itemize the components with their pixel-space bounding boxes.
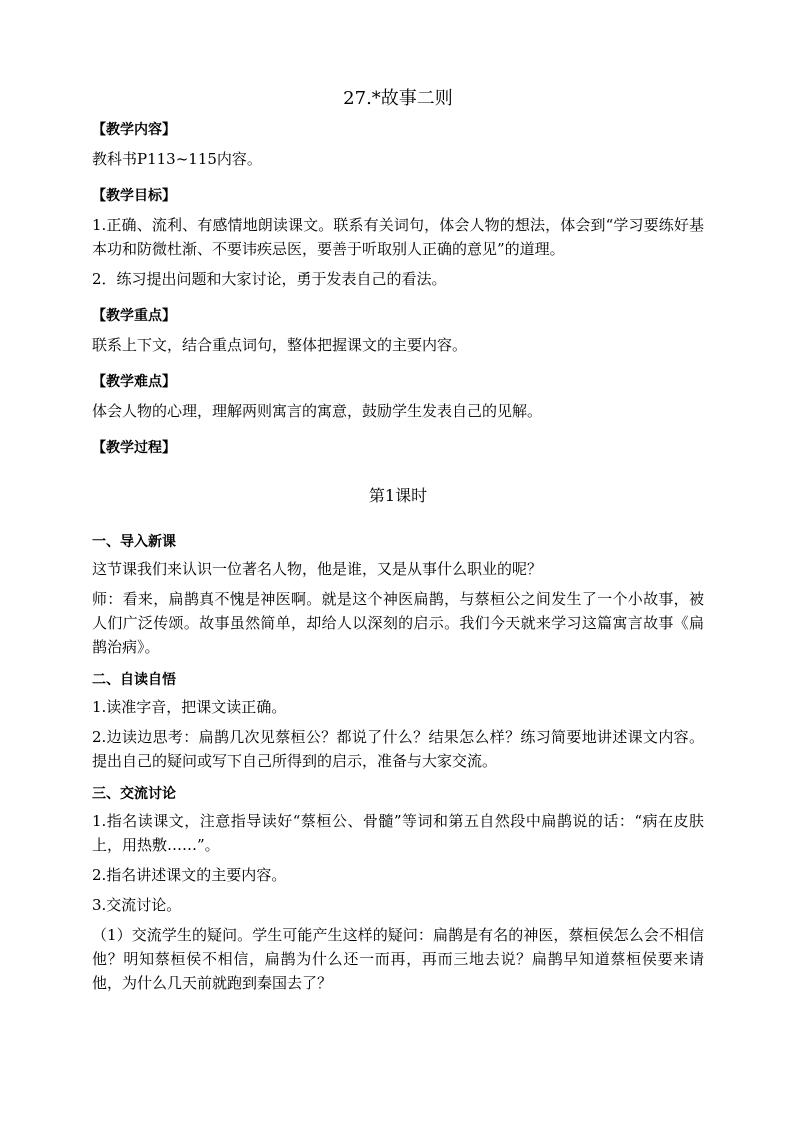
document-page xyxy=(92,85,704,1001)
section-selfread-p1: 1.读准字音，把课文读正确。 xyxy=(92,698,287,716)
teaching-content-text: 教科书P113~115内容。 xyxy=(92,150,262,168)
section-selfread-head: 二、自读自悟 xyxy=(92,672,176,688)
document-title: 27.*故事二则 xyxy=(343,88,453,109)
section-discussion-head: 三、交流讨论 xyxy=(92,786,176,802)
section-discussion-p1: 1.指名读课文，注意指导读好“蔡桓公、骨髓”等词和第五自然段中扁鹊说的话：“病在皮肤上，用热敷……”。 xyxy=(92,812,704,854)
section-selfread-p2: 2.边读边思考：扁鹊几次见蔡桓公？都说了什么？结果怎么样？练习简要地讲述课文内容。提出自己的疑问或写下自己所得到的启示，准备与大家交流。 xyxy=(92,728,704,770)
goal-1: 1.正确、流利、有感情地朗读课文。联系有关词句，体会人物的想法，体会到“学习要练好基本功和防微杜渐、不要讳疾忌医，要善于听取别人正确的意见”的道理。 xyxy=(92,216,704,258)
key-points-text: 联系上下文，结合重点词句，整体把握课文的主要内容。 xyxy=(92,336,468,354)
heading-teaching-process: 【教学过程】 xyxy=(92,440,176,456)
goal-2: 2．练习提出问题和大家讨论，勇于发表自己的看法。 xyxy=(92,270,447,288)
heading-teaching-content: 【教学内容】 xyxy=(92,122,176,138)
difficulties-text: 体会人物的心理，理解两则寓言的寓意，鼓励学生发表自己的见解。 xyxy=(92,402,543,420)
heading-key-points: 【教学重点】 xyxy=(92,308,176,324)
lesson-title: 第1课时 xyxy=(368,486,428,505)
section-discussion-p4: （1）交流学生的疑问。学生可能产生这样的疑问：扁鹊是有名的神医，蔡桓侯怎么会不相信他？明知蔡桓侯不相信，扁鹊为什么还一而再，再而三地去说？扁鹊早知道蔡桓侯要来请他，为什么几天前就跑到秦国去了？ xyxy=(92,926,704,992)
section-intro-p2: 师：看来，扁鹊真不愧是神医啊。就是这个神医扁鹊，与蔡桓公之间发生了一个小故事，被人们广泛传颂。故事虽然简单，却给人以深刻的启示。我们今天就来学习这篇寓言故事《扁鹊治病》。 xyxy=(92,590,704,656)
section-discussion-p2: 2.指名讲述课文的主要内容。 xyxy=(92,866,287,884)
heading-difficulties: 【教学难点】 xyxy=(92,374,176,390)
heading-teaching-goals: 【教学目标】 xyxy=(92,188,176,204)
section-intro-p1: 这节课我们来认识一位著名人物，他是谁，又是从事什么职业的呢？ xyxy=(92,560,543,578)
section-intro-head: 一、导入新课 xyxy=(92,534,176,550)
section-discussion-p3: 3.交流讨论。 xyxy=(92,896,182,914)
